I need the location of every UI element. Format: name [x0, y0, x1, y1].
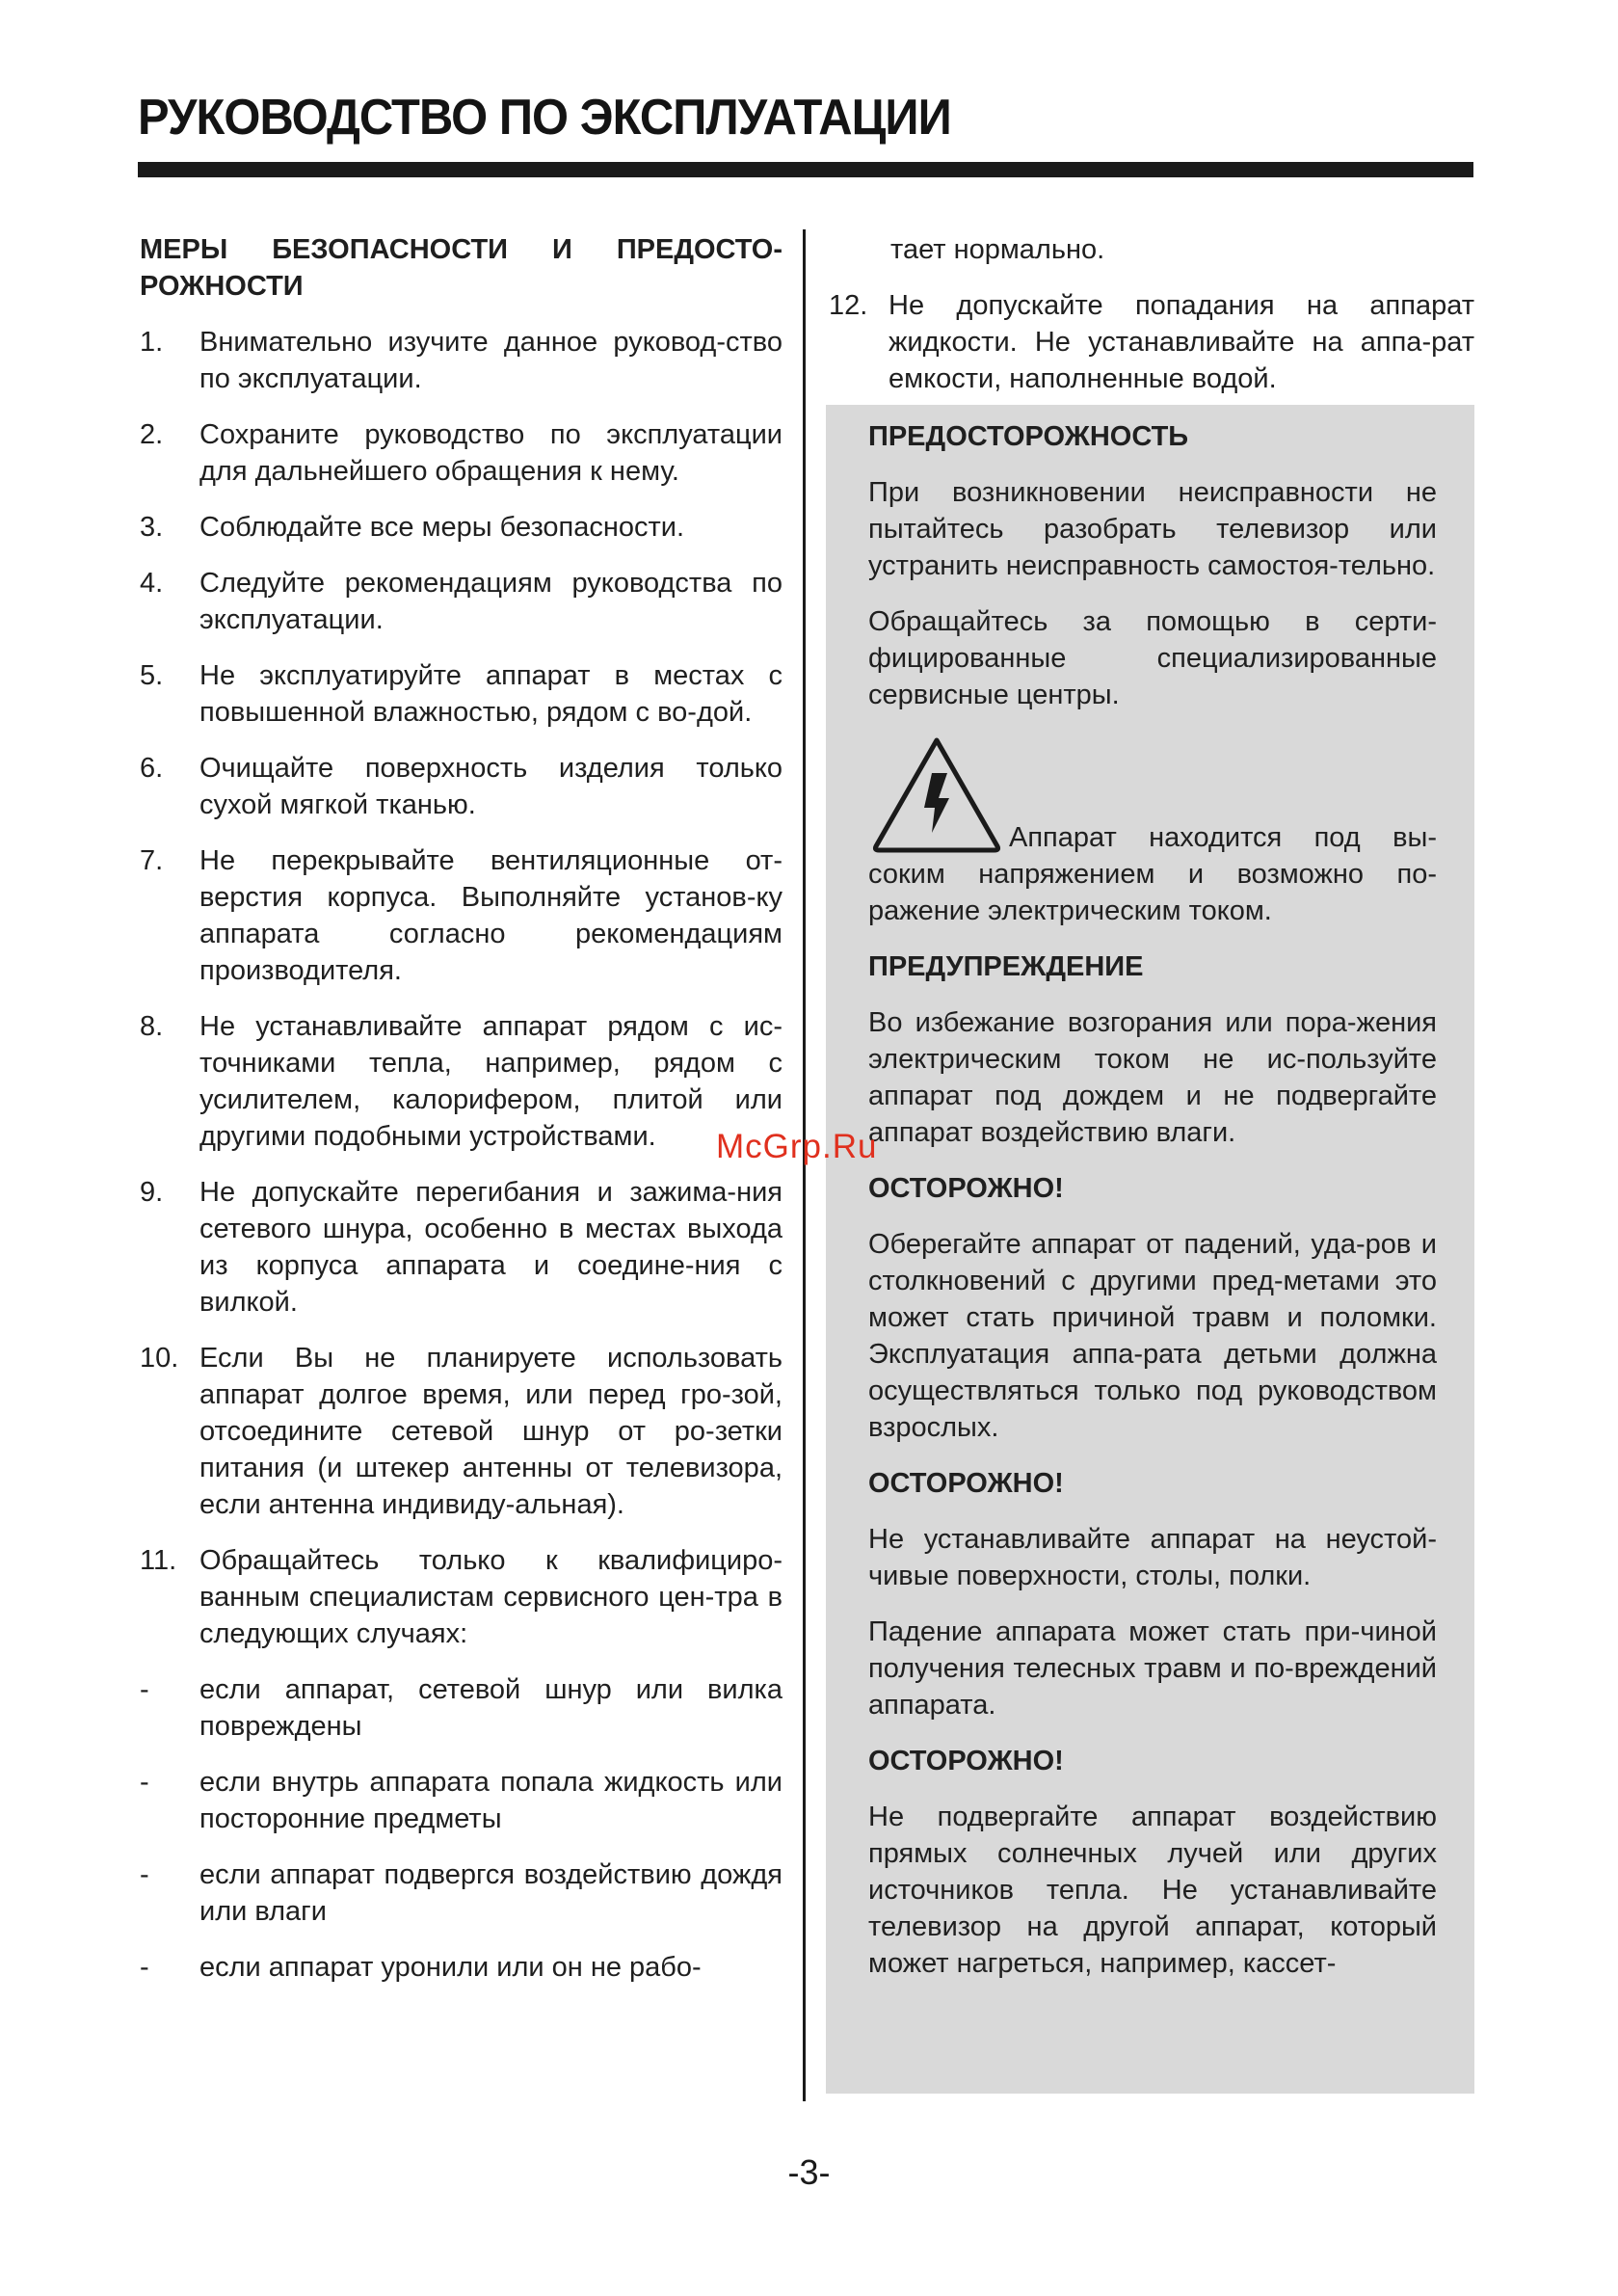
list-item: [140, 1542, 782, 1652]
list-item: [140, 1340, 782, 1523]
callout-content: [868, 418, 1437, 2001]
bullet-text: если аппарат подвергся воздействию дождя или влаги: [199, 1859, 782, 1927]
item-number: 7.: [140, 845, 164, 876]
bullet-item: [140, 1671, 782, 1745]
bullet-dash: -: [140, 1767, 149, 1798]
warning-heading: ПРЕДУПРЕЖДЕНИЕ: [868, 951, 1144, 982]
item-number: 11.: [140, 1545, 177, 1576]
item-number: 3.: [140, 512, 164, 543]
caution-paragraph: При возникновении неисправности не пытайтесь разобрать телевизор или устранить неисправность самостоя-тельно.: [868, 477, 1437, 581]
bullet-item: [140, 1764, 782, 1837]
list-item: [140, 842, 782, 989]
item-text: Не допускайте перегибания и зажима-ния сетевого шнура, особенно в местах выхода из корпуса аппарата и соедине-ния с вилкой.: [199, 1177, 782, 1318]
item-text: Соблюдайте все меры безопасности.: [199, 512, 685, 543]
watermark: McGrp.Ru: [716, 1128, 878, 1165]
item-number: 9.: [140, 1177, 164, 1208]
careful-paragraph: Падение аппарата может стать при-чиной получения телесных травм и по-вреждений аппарата.: [868, 1616, 1437, 1721]
item-number: 10.: [140, 1343, 179, 1374]
section-heading: МЕРЫ БЕЗОПАСНОСТИ И ПРЕДОСТО-РОЖНОСТИ: [140, 234, 782, 302]
bullet-dash: -: [140, 1859, 149, 1890]
bullet-text: если аппарат уронили или он не рабо-: [199, 1952, 702, 1983]
continuation-text: тает нормально.: [890, 234, 1105, 265]
item-text: Не эксплуатируйте аппарат в местах с повышенной влажностью, рядом с во-дой.: [199, 660, 782, 728]
list-item: [140, 509, 782, 546]
item-text: Не устанавливайте аппарат рядом с ис-точниками тепла, например, рядом с усилителем, калорифером, плитой или другими подобными устройствами.: [199, 1011, 782, 1152]
item-text: Не допускайте попадания на аппарат жидкости. Не устанавливайте на аппа-рат емкости, наполненные водой.: [889, 290, 1474, 394]
page-number: -3-: [787, 2152, 831, 2192]
careful-heading: ОСТОРОЖНО!: [868, 1468, 1064, 1499]
voltage-warning: [868, 733, 1437, 948]
list-item: [140, 1174, 782, 1321]
bullet-text: если аппарат, сетевой шнур или вилка повреждены: [199, 1674, 782, 1742]
list-item: [140, 416, 782, 490]
item-number: 2.: [140, 419, 164, 450]
bullet-dash: -: [140, 1674, 149, 1705]
page-title: РУКОВОДСТВО ПО ЭКСПЛУАТАЦИИ: [138, 90, 951, 146]
item-text: Сохраните руководство по эксплуатации для дальнейшего обращения к нему.: [199, 419, 782, 487]
careful-heading: ОСТОРОЖНО!: [868, 1173, 1064, 1204]
item-text: Следуйте рекомендациям руководства по эксплуатации.: [199, 568, 782, 635]
item-text: Если Вы не планируете использовать аппарат долгое время, или перед гро-зой, отсоедините сетевой шнур от ро-зетки питания (и штекер антенны от телевизора, если антенна индивиду-альная).: [199, 1343, 782, 1520]
list-item: [140, 1008, 782, 1155]
item-number: 12.: [829, 290, 868, 321]
item-text: Внимательно изучите данное руковод-ство по эксплуатации.: [199, 327, 782, 394]
bullet-text: если внутрь аппарата попала жидкость или посторонние предметы: [199, 1767, 782, 1834]
high-voltage-warning-icon: [868, 733, 1005, 856]
bullet-item: [140, 1949, 782, 1986]
title-rule: [138, 162, 1473, 177]
list-item: [140, 657, 782, 731]
right-column: [829, 231, 1474, 416]
item-number: 8.: [140, 1011, 164, 1042]
list-item: [140, 565, 782, 638]
bullet-item: [140, 1856, 782, 1930]
item-number: 5.: [140, 660, 164, 691]
list-item: [140, 324, 782, 397]
careful-paragraph: Не устанавливайте аппарат на неустой-чивые поверхности, столы, полки.: [868, 1524, 1437, 1591]
item-number: 1.: [140, 327, 164, 358]
list-item: [829, 287, 1474, 397]
item-text: Очищайте поверхность изделия только сухой мягкой тканью.: [199, 753, 782, 820]
list-item: [140, 750, 782, 823]
careful-paragraph: Оберегайте аппарат от падений, уда-ров и столкновений с другими пред-метами это может стать причиной травм и поломки. Эксплуатация аппа-рата детьми должна осуществляться только под руководством взрослых.: [868, 1229, 1437, 1443]
careful-paragraph: Не подвергайте аппарат воздействию прямых солнечных лучей или других источников тепла. Не устанавливайте телевизор на другой аппарат, который может нагреться, например, кассет-: [868, 1802, 1437, 1979]
voltage-warning-text: Аппарат находится под вы-соким напряжением и возможно по-ражение электрическим током.: [868, 822, 1437, 926]
item-text: Обращайтесь только к квалифициро-ванным специалистам сервисного цен-тра в следующих случаях:: [199, 1545, 782, 1649]
safety-callout-box: [826, 405, 1474, 2094]
warning-paragraph: Во избежание возгорания или пора-жения электрическим током не ис-пользуйте аппарат под дождем и не подвергайте аппарат воздействию влаги.: [868, 1007, 1437, 1148]
careful-heading: ОСТОРОЖНО!: [868, 1746, 1064, 1776]
caution-heading: ПРЕДОСТОРОЖНОСТЬ: [868, 421, 1189, 452]
left-column: [140, 231, 782, 2005]
item-number: 6.: [140, 753, 164, 784]
bullet-dash: -: [140, 1952, 149, 1983]
item-text: Не перекрывайте вентиляционные от-верстия корпуса. Выполняйте установ-ку аппарата согласно рекомендациям производителя.: [199, 845, 782, 986]
item-number: 4.: [140, 568, 164, 599]
caution-paragraph: Обращайтесь за помощью в серти-фицированные специализированные сервисные центры.: [868, 606, 1437, 710]
